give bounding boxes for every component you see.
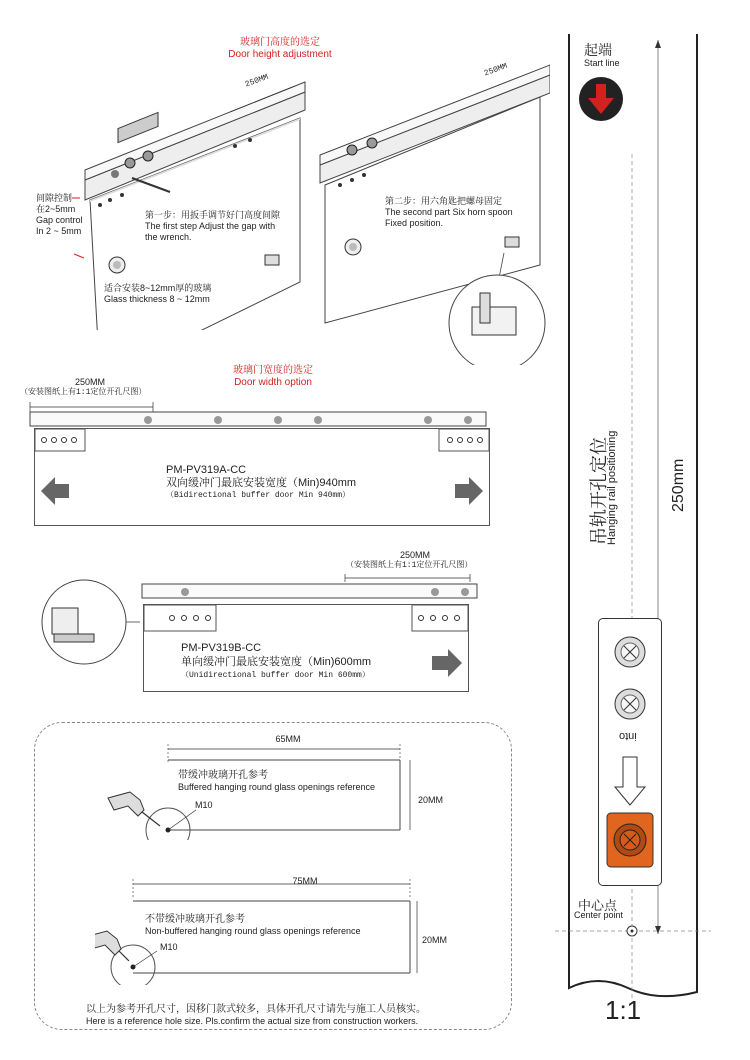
glass-thickness-en: Glass thickness 8 ~ 12mm	[104, 294, 210, 304]
strip-center-cn: 中心点	[578, 898, 618, 913]
strip-positioning-en: Hanging rail positioning	[606, 430, 618, 545]
gap-label-cn-2: 在2~5mm	[36, 204, 76, 214]
gap-label-en-2: In 2 ~ 5mm	[36, 226, 82, 236]
strip-center-en: Center point	[574, 910, 624, 920]
step1-en-1: The first step Adjust the gap with	[145, 221, 276, 231]
nonbuffered-title-cn: 不带缓冲玻璃开孔参考	[145, 914, 245, 925]
nonbuffered-title-en: Non-buffered hanging round glass openings reference	[145, 926, 361, 936]
glass-thickness-cn: 适合安装8~12mm厚的玻璃	[104, 283, 212, 293]
strip-positioning-cn: 吊轨开孔定位	[589, 437, 609, 545]
nonbuffered-bolt: M10	[160, 942, 178, 952]
footer-note-cn: 以上为参考开孔尺寸，因移门款式较多，具体开孔尺寸请先与施工人员核实。	[86, 1004, 426, 1015]
nonbuffered-height: 20MM	[422, 935, 448, 945]
width-a-dim: 250MM	[74, 377, 105, 387]
start-arrow-icon	[578, 76, 624, 122]
center-point-guide	[555, 925, 715, 945]
width-b-desc-cn: 单向缓冲门最底安装宽度（Min)600mm	[181, 656, 372, 668]
door-height-dim-right: 250MM	[483, 61, 509, 79]
step2-en-2: Fixed position.	[385, 218, 444, 228]
door-width-title-en: Door width option	[234, 377, 312, 388]
step1-cn: 第一步：用扳手调节好门高度间隙	[145, 210, 281, 220]
strip-length: 250mm	[670, 458, 687, 512]
door-height-title-en: Door height adjustment	[228, 49, 332, 60]
step2-cn: 第二步：用六角匙把螺母固定	[385, 196, 503, 206]
width-a-model: PM-PV319A-CC	[166, 464, 247, 476]
gap-label-cn-1: 间隙控制	[36, 193, 73, 203]
buffered-height: 20MM	[418, 795, 444, 805]
rail-positioning-card	[598, 618, 662, 886]
step2-en-1: The second part Six horn spoon	[385, 207, 513, 217]
width-b-dim: 250MM	[399, 550, 430, 560]
width-a-desc-en: （Bidirectional buffer door Min 940mm）	[166, 491, 351, 500]
strip-scale: 1:1	[605, 995, 642, 1025]
footer-note-en: Here is a reference hole size. Pls.confirm the actual size from construction workers.	[86, 1016, 419, 1026]
strip-start-en: Start line	[584, 58, 620, 68]
width-a-dim-note: （安装图纸上有1:1定位开孔尺图）	[20, 388, 147, 397]
buffered-bolt: M10	[195, 800, 213, 810]
width-b-dim-note: （安装图纸上有1:1定位开孔尺图）	[346, 561, 473, 570]
door-height-dim-left: 250MM	[244, 72, 270, 90]
width-a-desc-cn: 双向缓冲门最底安装宽度（Min)940mm	[166, 477, 357, 489]
buffered-title-cn: 带缓冲玻璃开孔参考	[178, 770, 268, 781]
step1-en-2: the wrench.	[145, 232, 192, 242]
width-b-model: PM-PV319B-CC	[181, 642, 262, 654]
into-label: into	[619, 730, 637, 742]
buffered-width: 65MM	[275, 734, 301, 744]
width-b-desc-en: （Unidirectional buffer door Min 600mm）	[181, 671, 370, 680]
buffered-title-en: Buffered hanging round glass openings reference	[178, 782, 375, 792]
rail-positioning-card-art	[599, 619, 661, 885]
strip-start-cn: 起端	[584, 42, 612, 58]
door-height-title-cn: 玻璃门高度的选定	[240, 37, 320, 48]
nonbuffered-width: 75MM	[292, 876, 318, 886]
gap-label-en-1: Gap control	[36, 215, 83, 225]
door-width-title-cn: 玻璃门宽度的选定	[233, 365, 313, 376]
width-b-magnifier	[34, 578, 144, 668]
